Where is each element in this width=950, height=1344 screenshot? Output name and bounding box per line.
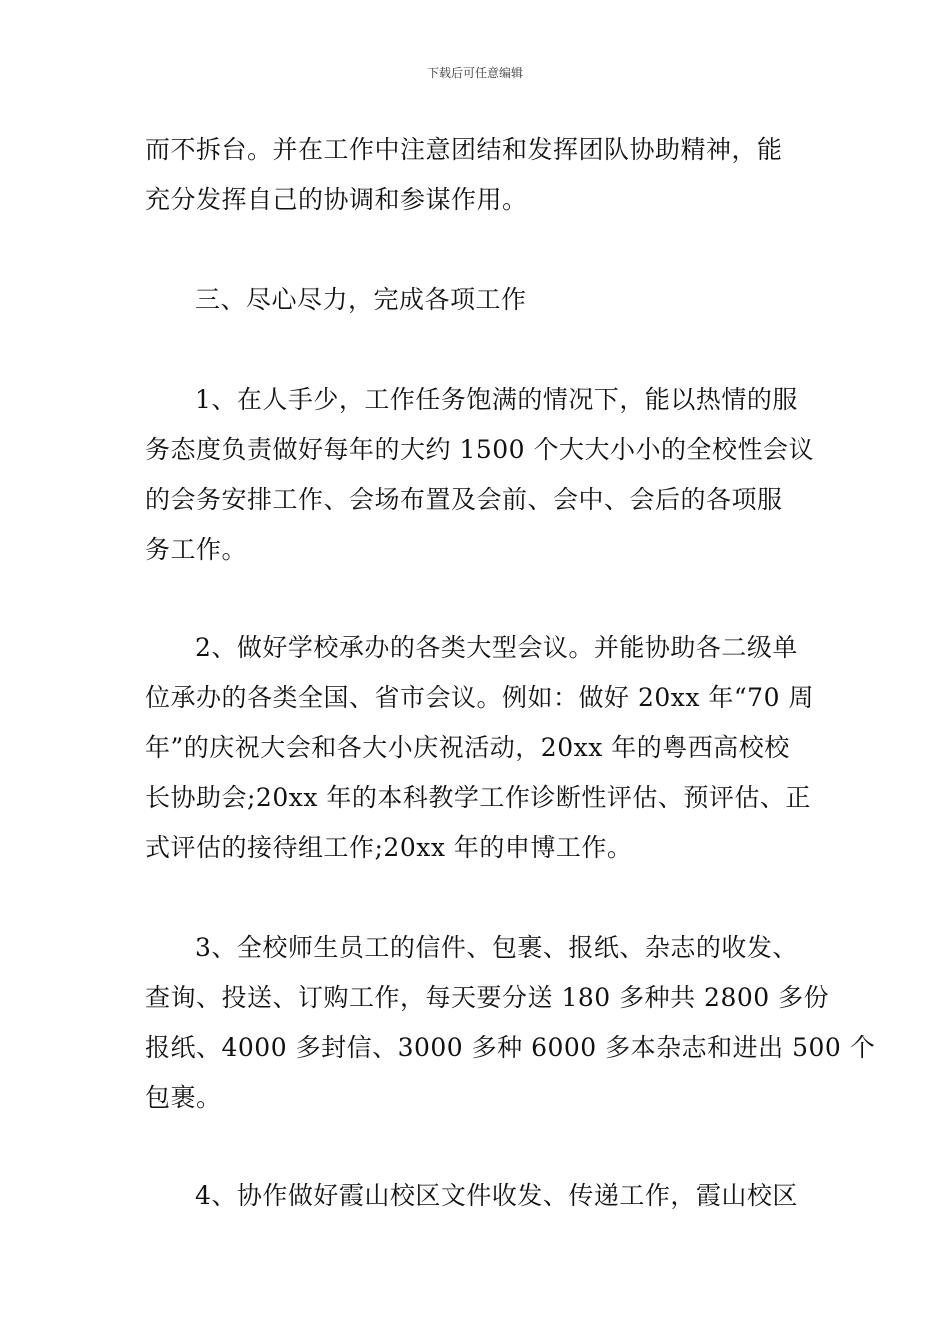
page-header: 下载后可任意编辑 [426, 66, 523, 80]
body-line: 1、在人手少，工作任务饱满的情况下，能以热情的服 [195, 385, 798, 414]
section-heading: 三、尽心尽力，完成各项工作 [195, 285, 527, 314]
body-line: 而不拆台。并在工作中注意团结和发挥团队协助精神，能 [145, 135, 783, 164]
body-line: 充分发挥自己的协调和参谋作用。 [145, 185, 528, 214]
body-line: 4、协作做好霞山校区文件收发、传递工作，霞山校区 [195, 1181, 798, 1210]
body-line: 包裹。 [145, 1083, 222, 1112]
body-line: 位承办的各类全国、省市会议。例如：做好 20xx 年“70 周 [145, 683, 814, 712]
body-line: 式评估的接待组工作;20xx 年的申博工作。 [145, 833, 633, 862]
body-line: 查询、投送、订购工作，每天要分送 180 多种共 2800 多份 [145, 983, 830, 1012]
body-line: 务态度负责做好每年的大约 1500 个大大小小的全校性会议 [145, 435, 815, 464]
body-line: 长协助会;20xx 年的本科教学工作诊断性评估、预评估、正 [145, 783, 811, 812]
body-line: 3、全校师生员工的信件、包裹、报纸、杂志的收发、 [195, 933, 798, 962]
body-line: 报纸、4000 多封信、3000 多种 6000 多本杂志和进出 500 个 [145, 1033, 876, 1062]
body-line: 2、做好学校承办的各类大型会议。并能协助各二级单 [195, 633, 798, 662]
body-line: 的会务安排工作、会场布置及会前、会中、会后的各项服 [145, 485, 783, 514]
body-line: 务工作。 [145, 535, 248, 564]
body-line: 年”的庆祝大会和各大小庆祝活动，20xx 年的粤西高校校 [145, 733, 790, 762]
